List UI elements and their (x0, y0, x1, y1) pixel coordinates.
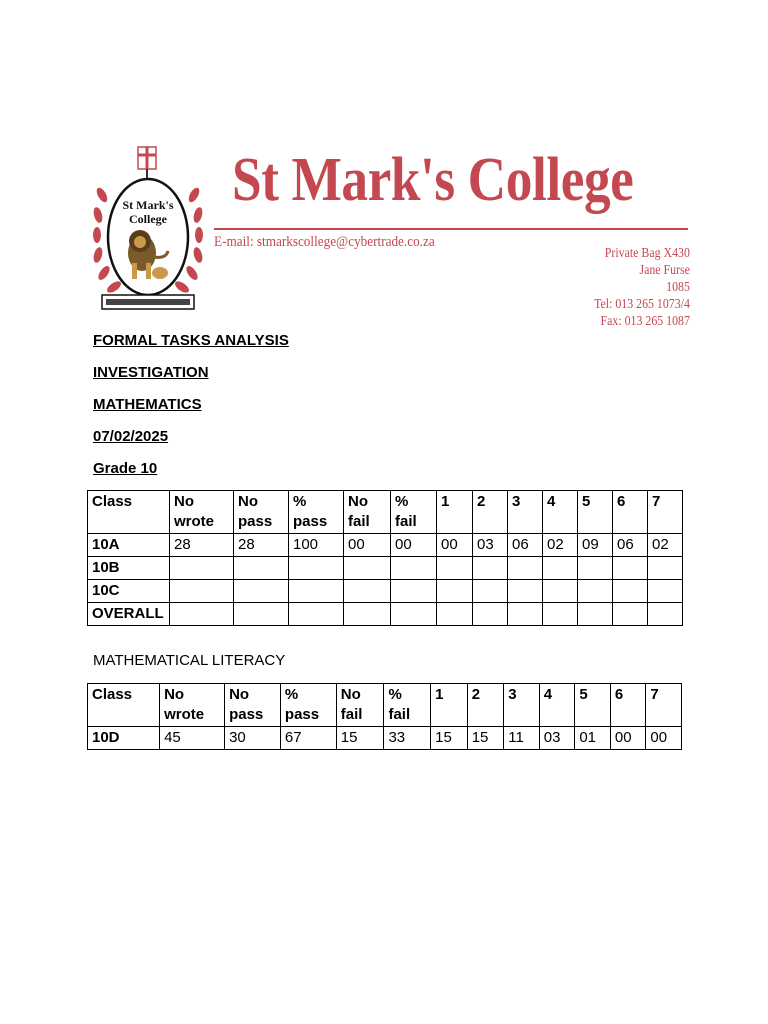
table-body (88, 534, 683, 626)
table-cell: 100 (289, 534, 344, 557)
table-cell: 28 (234, 534, 289, 557)
column-header-line1: 6 (617, 493, 626, 510)
table-cell (578, 557, 613, 580)
table-cell (508, 603, 543, 626)
column-header (648, 491, 683, 534)
table-header (88, 491, 683, 534)
column-header-line1: 1 (441, 493, 450, 510)
subject-heading: MATHEMATICS (93, 396, 202, 413)
column-header (646, 684, 682, 727)
column-header-line1: No (340, 686, 361, 703)
address-line: Tel: 013 265 1073/4 (594, 296, 690, 311)
grade-heading: Grade 10 (93, 460, 158, 477)
row-label-cell: OVERALL (88, 603, 170, 626)
table-cell (234, 557, 289, 580)
column-header-line2: fail (388, 706, 411, 723)
column-header-line1: No (348, 493, 368, 510)
table-cell (170, 580, 234, 603)
table-cell (170, 603, 234, 626)
column-header-line1: Class (92, 686, 133, 703)
table-cell (437, 557, 473, 580)
table-cell: 02 (543, 534, 578, 557)
table-cell (508, 557, 543, 580)
table-cell (648, 603, 683, 626)
column-header-line1: 7 (650, 686, 659, 703)
table-cell (473, 603, 508, 626)
table-cell: 28 (170, 534, 234, 557)
college-address (594, 244, 690, 329)
table-row (88, 534, 683, 557)
table-cell: 45 (160, 727, 225, 750)
column-header (610, 684, 646, 727)
column-header (170, 491, 234, 534)
column-header-line1: No (238, 493, 258, 510)
table-cell (613, 603, 648, 626)
column-header-line1: % (395, 493, 409, 510)
table-cell: 06 (508, 534, 543, 557)
table-cell: 33 (384, 727, 431, 750)
table-cell (508, 580, 543, 603)
column-header-line1: 4 (543, 686, 553, 703)
address-line: Private Bag X430 (604, 245, 690, 260)
table-cell (391, 557, 437, 580)
table-cell (648, 557, 683, 580)
table-cell: 00 (610, 727, 646, 750)
table-cell: 00 (344, 534, 391, 557)
column-header (289, 491, 344, 534)
column-header-line1: 3 (512, 493, 521, 510)
table-cell (613, 580, 648, 603)
column-header (280, 684, 336, 727)
column-header (508, 491, 543, 534)
letterhead (92, 145, 692, 330)
column-header-line1: 5 (582, 493, 591, 510)
column-header-line1: 2 (471, 686, 481, 703)
table-cell: 09 (578, 534, 613, 557)
column-header-line1: 7 (652, 493, 661, 510)
column-header-line1: 5 (579, 686, 588, 703)
table-cell: 15 (336, 727, 384, 750)
column-header (473, 491, 508, 534)
table-header (88, 684, 682, 727)
column-header (225, 684, 281, 727)
table-body (88, 727, 682, 750)
table-cell (289, 557, 344, 580)
table-cell (344, 603, 391, 626)
crest-text-line1: St Mark's (122, 198, 174, 212)
table-cell: 30 (225, 727, 281, 750)
table-cell: 02 (648, 534, 683, 557)
table-cell: 03 (473, 534, 508, 557)
column-header (613, 491, 648, 534)
task-heading: INVESTIGATION (93, 364, 209, 381)
table-cell (578, 603, 613, 626)
column-header (88, 684, 160, 727)
table-cell (473, 580, 508, 603)
column-header (344, 491, 391, 534)
table-cell: 00 (437, 534, 473, 557)
table-cell: 67 (280, 727, 336, 750)
table-cell: 00 (391, 534, 437, 557)
mathematical-literacy-results-table (87, 683, 682, 750)
date-heading: 07/02/2025 (93, 428, 169, 445)
table-cell: 01 (575, 727, 611, 750)
table-cell (437, 580, 473, 603)
column-header-line2: wrote (174, 513, 215, 530)
column-header (578, 491, 613, 534)
table-cell (613, 557, 648, 580)
column-header (431, 684, 468, 727)
row-label-cell: 10D (88, 727, 160, 750)
table-cell: 15 (467, 727, 504, 750)
table-cell (344, 557, 391, 580)
column-header (467, 684, 504, 727)
column-header (575, 684, 611, 727)
college-name: St Mark's College (232, 146, 634, 214)
column-header (437, 491, 473, 534)
table-cell: 03 (539, 727, 575, 750)
column-header-line2: pass (284, 706, 320, 723)
table-row (88, 557, 683, 580)
column-header (384, 684, 431, 727)
report-title: FORMAL TASKS ANALYSIS (93, 332, 289, 349)
column-header-line2: fail (340, 706, 363, 723)
column-header-line2: wrote (164, 706, 205, 723)
column-header (539, 684, 575, 727)
table-cell (543, 580, 578, 603)
table-cell (170, 557, 234, 580)
table-cell (391, 580, 437, 603)
mathematical-literacy-heading: MATHEMATICAL LITERACY (93, 652, 286, 669)
column-header-line1: % (293, 493, 307, 510)
column-header (160, 684, 225, 727)
table-cell (543, 557, 578, 580)
table-cell: 15 (431, 727, 468, 750)
column-header-line1: No (174, 493, 194, 510)
table-cell (648, 580, 683, 603)
college-crest-logo (92, 145, 204, 315)
table-cell (543, 603, 578, 626)
column-header-line1: % (388, 686, 402, 703)
mathematics-results-table (87, 490, 683, 626)
table-cell (578, 580, 613, 603)
table-cell (437, 603, 473, 626)
row-label-cell: 10B (88, 557, 170, 580)
column-header (504, 684, 540, 727)
table-cell (234, 603, 289, 626)
table-cell (289, 603, 344, 626)
column-header-line2: pass (229, 706, 264, 723)
table-row (88, 580, 683, 603)
table-cell (391, 603, 437, 626)
table-cell: 06 (613, 534, 648, 557)
column-header-line1: 3 (508, 686, 517, 703)
table-row (88, 603, 683, 626)
table-cell (234, 580, 289, 603)
column-header (391, 491, 437, 534)
address-line: 1085 (666, 279, 690, 294)
table-cell (344, 580, 391, 603)
college-email: E-mail: stmarkscollege@cybertrade.co.za (214, 234, 435, 250)
column-header (234, 491, 289, 534)
table-row (88, 727, 682, 750)
table-cell (289, 580, 344, 603)
column-header-line1: 4 (547, 493, 556, 510)
column-header (336, 684, 384, 727)
header-row (88, 684, 682, 727)
row-label-cell: 10C (88, 580, 170, 603)
crest-text-line2: College (129, 212, 167, 226)
column-header-line1: % (284, 686, 299, 703)
address-line: Jane Furse (639, 262, 690, 277)
column-header-line1: 6 (614, 686, 624, 703)
column-header-line2: fail (395, 513, 417, 530)
column-header-line1: 2 (477, 493, 486, 510)
column-header (543, 491, 578, 534)
letterhead-rule (214, 228, 688, 230)
column-header-line1: Class (92, 493, 133, 510)
column-header-line1: No (229, 686, 250, 703)
table-cell: 00 (646, 727, 682, 750)
table-cell: 11 (504, 727, 540, 750)
address-line: Fax: 013 265 1087 (600, 313, 690, 328)
column-header-line1: 1 (435, 686, 444, 703)
column-header-line1: No (164, 686, 185, 703)
column-header-line2: pass (293, 513, 328, 530)
header-row (88, 491, 683, 534)
column-header-line2: fail (348, 513, 370, 530)
column-header-line2: pass (238, 513, 273, 530)
table-cell (473, 557, 508, 580)
row-label-cell: 10A (88, 534, 170, 557)
column-header (88, 491, 170, 534)
